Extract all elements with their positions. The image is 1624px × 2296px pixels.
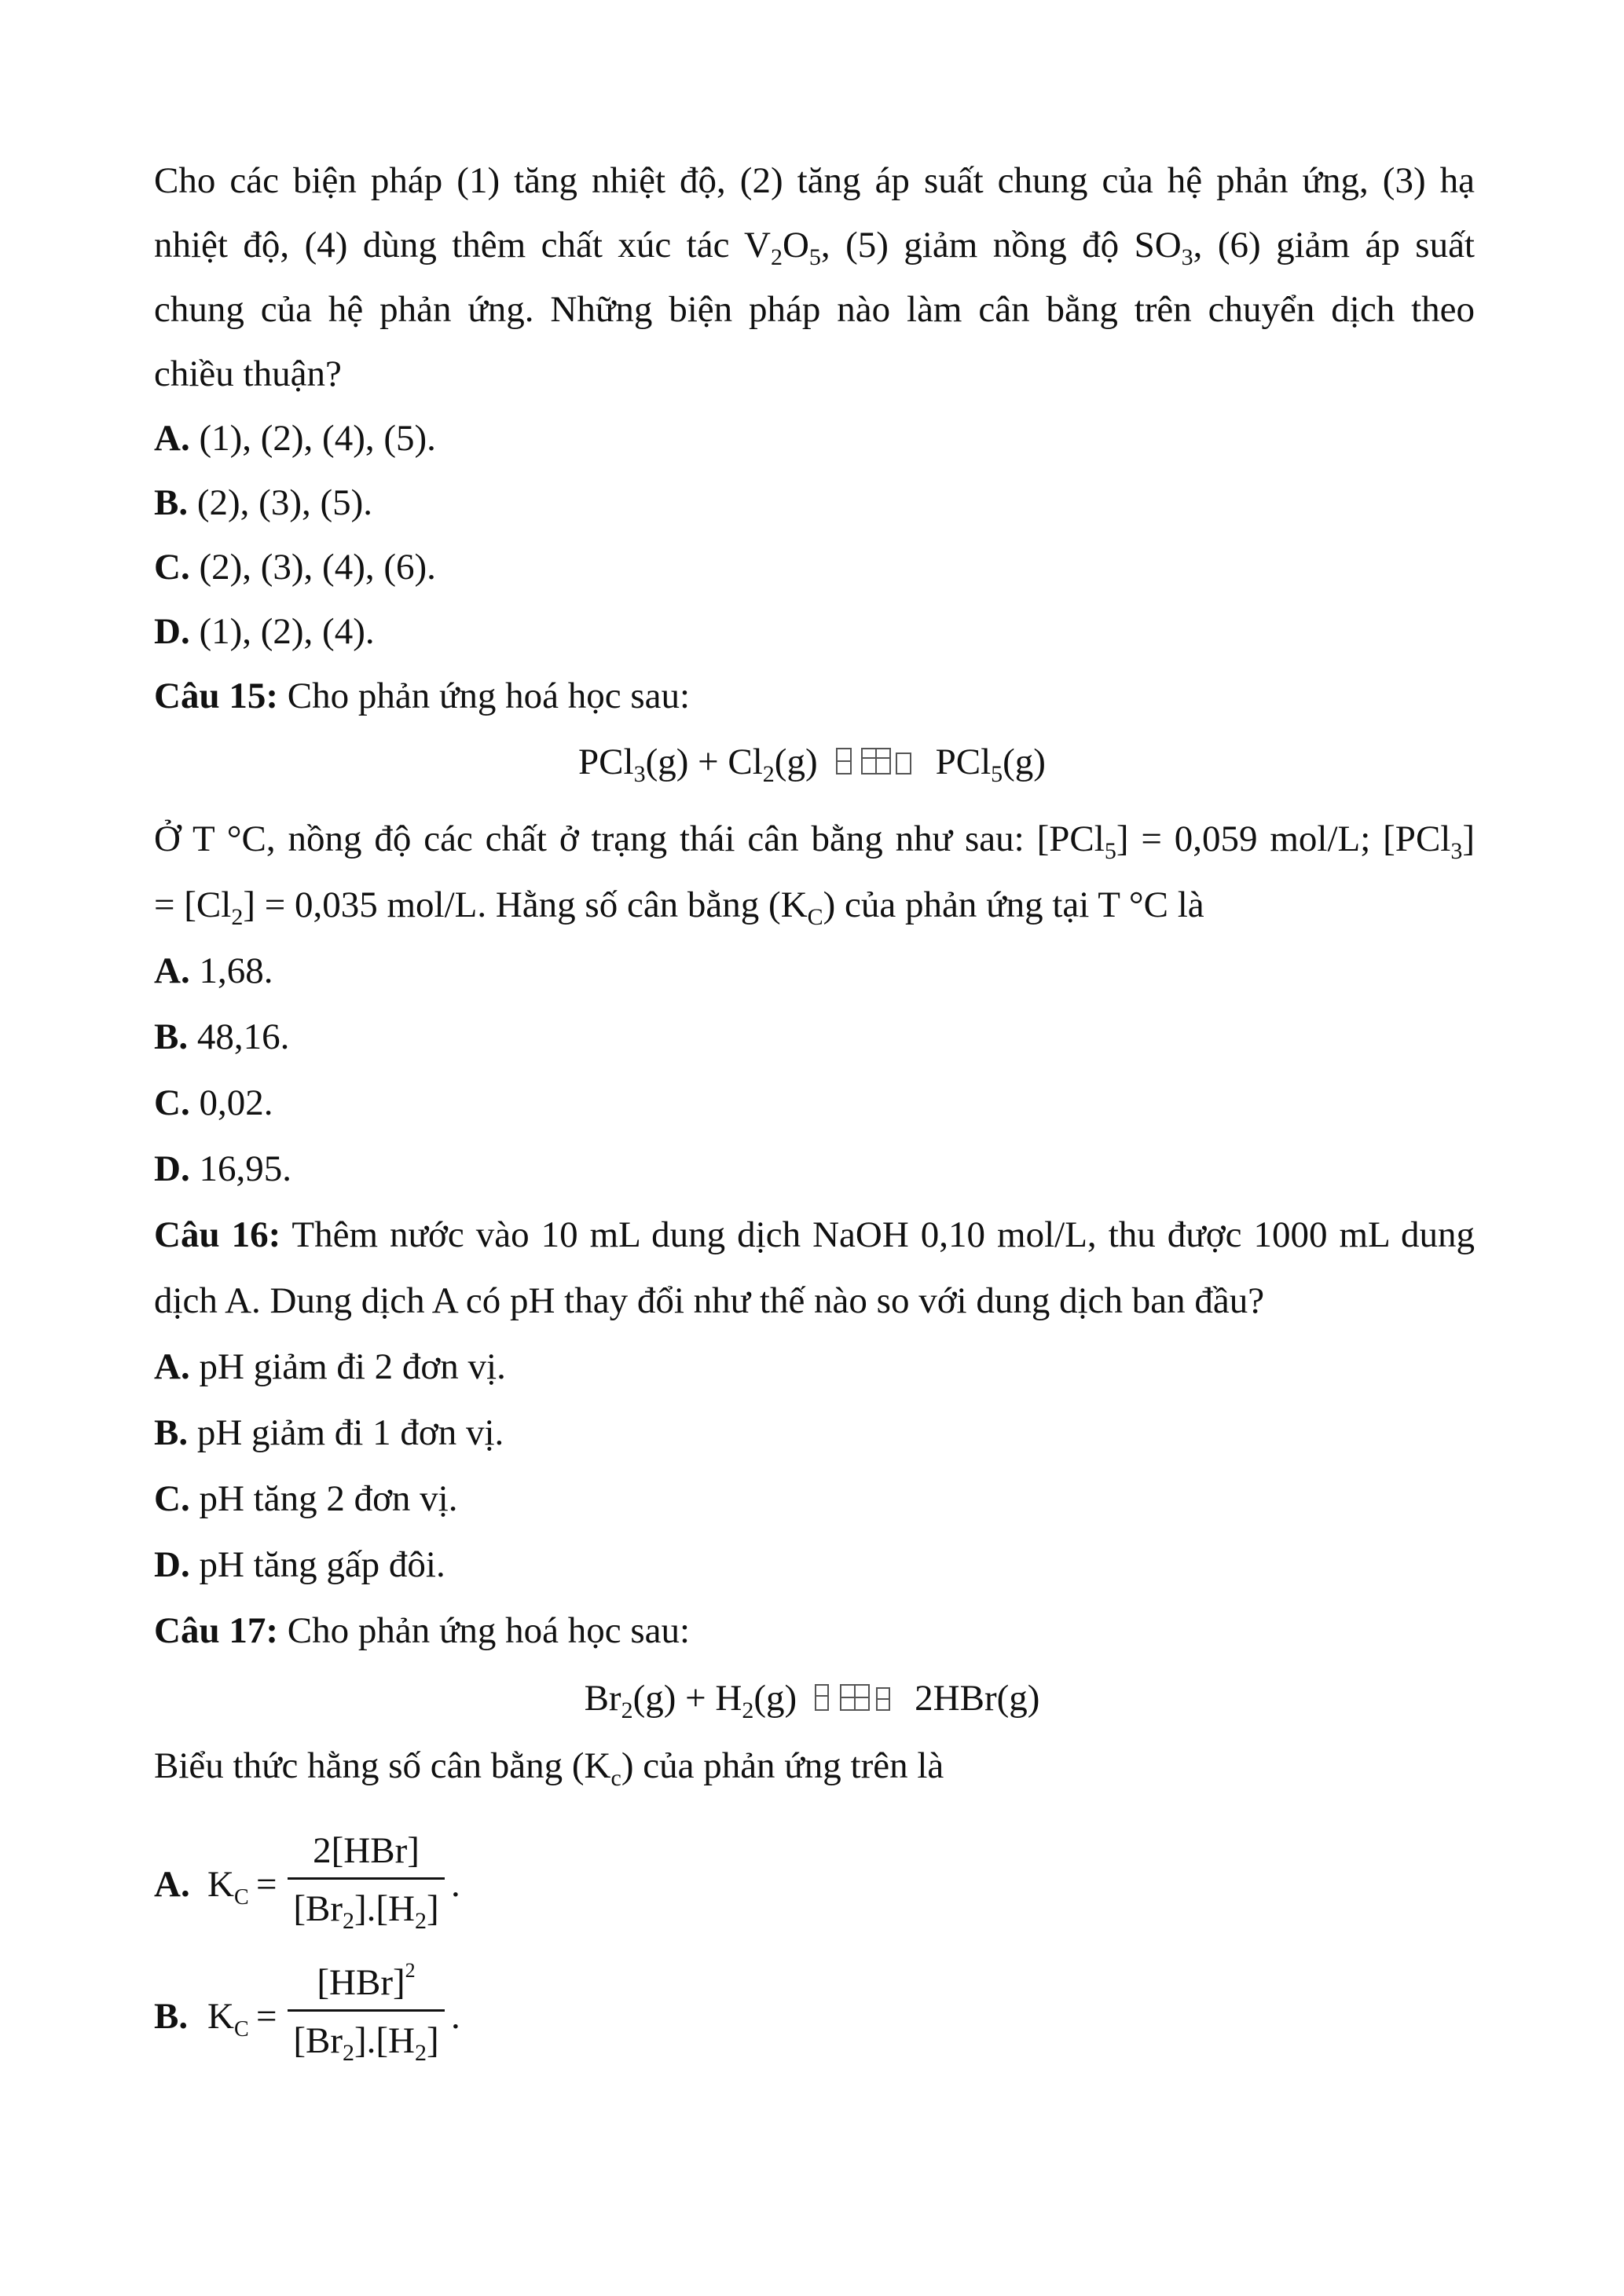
q16-option-d[interactable]: D. pH tăng gấp đôi. (154, 1544, 445, 1585)
q14-stem-line-1: Cho các biện pháp (1) tăng nhiệt độ, (2) tăng áp suất chung của hệ phản ứng, (3) hạ (154, 160, 1475, 201)
q16-stem-line-2: dịch A. Dung dịch A có pH thay đổi như thế nào so với dung dịch ban đầu? (154, 1280, 1265, 1321)
q17-expression-intro: Biểu thức hằng số cân bằng $(K_c)$ của phản ứng trên là (154, 1745, 944, 1791)
q15-stem: Câu 15: Cho phản ứng hoá học sau: (154, 676, 691, 716)
numerator: 2[HBr] (313, 1830, 420, 1871)
kc-symbol: $K_C$ (207, 1864, 249, 1910)
q16-option-c[interactable]: C. pH tăng 2 đơn vị. (154, 1478, 458, 1519)
q16-option-b[interactable]: B. pH giảm đi 1 đơn vị. (154, 1412, 504, 1453)
q14-stem-line-3: chung của hệ phản ứng. Những biện pháp nào làm cân bằng trên chuyển dịch theo (154, 289, 1475, 330)
q16-stem-line-1: Câu 16: Thêm nước vào 10 mL dung dịch NaOH 0,10 mol/L, thu được 1000 mL dung (154, 1214, 1475, 1255)
q14-stem-line-2: nhiệt độ, (4) dùng thêm chất xúc tác $V_2O_5$, (5) giảm nồng độ $SO_3$, (6) giảm áp suất (154, 225, 1475, 270)
denominator: $[Br_2].[H_2]$ (293, 2020, 439, 2066)
q14-option-b[interactable]: B. (2), (3), (5). (154, 482, 373, 523)
q15-option-a[interactable]: A. 1,68. (154, 950, 273, 991)
fraction (288, 1824, 445, 1938)
q15-equation: $PCl_3(g) + Cl_2(g)$ PCl$_5$(g) (578, 742, 1046, 787)
q15-option-c[interactable]: C. 0,02. (154, 1082, 273, 1123)
q14-option-a[interactable]: A. (1), (2), (4), (5). (154, 418, 436, 459)
q15-body-line-2: = $[Cl_2] = 0,035$ mol/L. Hằng số cân bằng $(K_C)$ của phản ứng tại T °C là (154, 884, 1204, 930)
q15-option-b[interactable]: B. 48,16. (154, 1016, 290, 1057)
q15-body-line-1: Ở T °C, nồng độ các chất ở trạng thái cân bằng như sau: [PCl$_5$] = 0,059 mol/L; [PCl$_3$] (154, 818, 1476, 864)
kc-symbol: $K_C$ (207, 1996, 249, 2041)
q16-option-a[interactable]: A. pH giảm đi 2 đơn vị. (154, 1346, 506, 1387)
q14-option-c[interactable]: C. (2), (3), (4), (6). (154, 547, 436, 588)
equilibrium-arrow-icon (814, 1680, 893, 1715)
q14-stem-line-4: chiều thuận? (154, 353, 342, 394)
denominator: $[Br_2].[H_2]$ (293, 1888, 439, 1934)
option-label: A. (154, 1864, 190, 1905)
q17-stem: Câu 17: Cho phản ứng hoá học sau: (154, 1610, 691, 1651)
q14-option-d[interactable]: D. (1), (2), (4). (154, 611, 375, 652)
document-page: Cho các biện pháp (1) tăng nhiệt độ, (2) tăng áp suất chung của hệ phản ứng, (3) hạ nhiệt độ, (4) dùng thêm chất xúc tác $V_2O_5$, (5) giảm nồng độ $SO_3$, (6) giảm áp suất chung của hệ phản ứng. Những biện pháp nào làm cân bằng trên chuyển dịch theo chiều thuận? A. (1), (2), (4), (5). B. (2), (3), (5). C. (2), (3), (4), (6). D. (1), (2), (4). Câu 15: Cho phản ứng hoá học sau: $PCl_3(g) + Cl_2(g)$ PCl$_5$(g) Ở T °C, nồng độ các chất ở trạng thái cân bằng như sau: [PCl$_5$] = 0,059 mol/L; [PCl$_3$] = $[Cl_2] = 0,035$ mol/L. Hằng số cân bằng $(K_C)$ của phản ứng tại T °C là A. 1,68. B. 48,16. C. 0,02. D. 16,95. Câu 16: Thêm nước vào 10 mL dung dịch NaOH 0,10 mol/L, thu được 1000 mL dung dịch A. Dung dịch A có pH thay đổi như thế nào so với dung dịch ban đầu? A. pH giảm đi 2 đơn vị. B. pH giảm đi 1 đơn vị. C. pH tăng 2 đơn vị. D. pH tăng gấp đôi. Câu 17: Cho phản ứng hoá học sau: $Br_2(g) + H_2(g)$ 2HBr(g) Biểu thức hằng số cân bằng $(K_c)$ của phản ứng trên là A. $K_C$ = 2[HBr] $[Br_2].[H_2]$ . B. $K_C$ = [HBr]$^2$ $[Br_2].[H_2]$ . (0, 0, 1624, 2296)
q17-equation: $Br_2(g) + H_2(g)$ 2HBr(g) (584, 1678, 1040, 1723)
numerator: [HBr]$^2$ (317, 1959, 416, 2003)
q15-option-d[interactable]: D. 16,95. (154, 1148, 291, 1189)
equilibrium-arrow-icon (835, 744, 914, 778)
fraction (288, 1956, 445, 2070)
option-label: B. (154, 1996, 189, 2037)
